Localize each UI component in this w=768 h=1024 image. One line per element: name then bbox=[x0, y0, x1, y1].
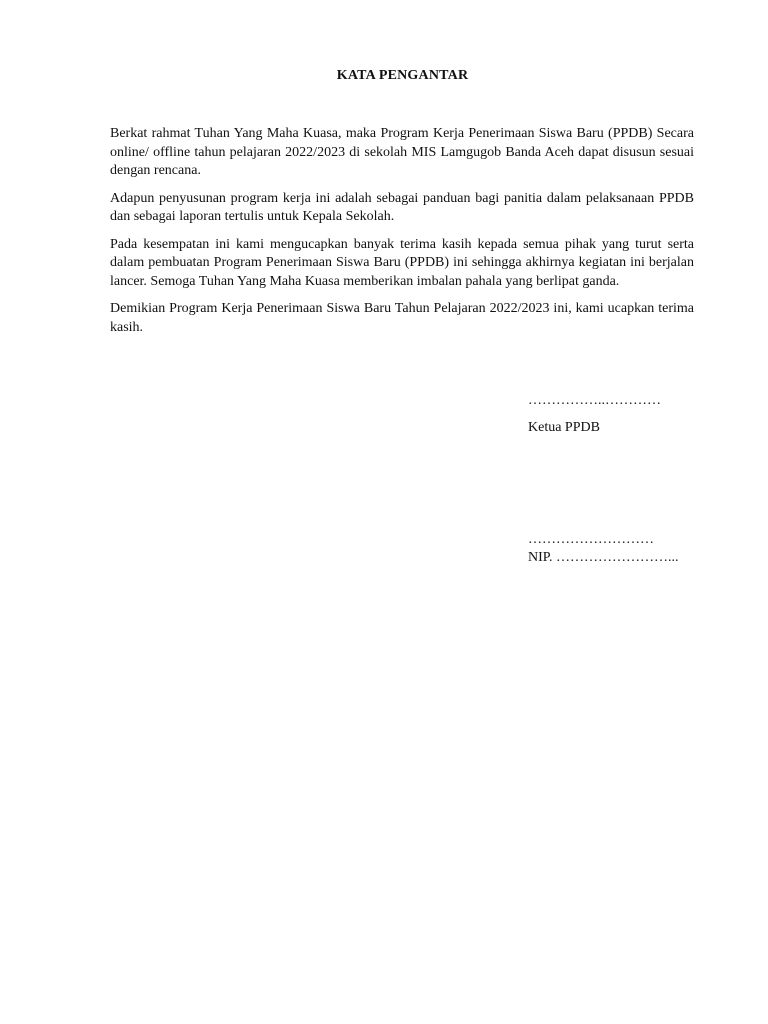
signature-role: Ketua PPDB bbox=[528, 420, 600, 435]
paragraph-4: Demikian Program Kerja Penerimaan Siswa Baru Tahun Pelajaran 2022/2023 ini, kami ucapkan terima kasih. bbox=[110, 301, 694, 335]
signature-place-date: ……………..………… bbox=[528, 393, 661, 408]
paragraph-1: Berkat rahmat Tuhan Yang Maha Kuasa, maka Program Kerja Penerimaan Siswa Baru (PPDB) Secara online/ offline tahun pelajaran 2022/2023 di sekolah MIS Lamgugob Banda Aceh dapat disusun sesuai dengan rencana. bbox=[110, 126, 694, 178]
document-title: KATA PENGANTAR bbox=[336, 68, 469, 83]
signature-name: ……………………… bbox=[528, 532, 654, 547]
document-body bbox=[110, 125, 694, 346]
paragraph-3: Pada kesempatan ini kami mengucapkan banyak terima kasih kepada semua pihak yang turut serta dalam pembuatan Program Penerimaan Siswa Baru (PPDB) ini sehingga akhirnya kegiatan ini berjalan lancer. Semoga Tuhan Yang Maha Kuasa memberikan imbalan pahala yang berlipat ganda. bbox=[110, 236, 694, 289]
signature-nip: NIP. ……………………... bbox=[528, 550, 679, 565]
paragraph-2: Adapun penyusunan program kerja ini adalah sebagai panduan bagi panitia dalam pelaksanaan PPDB dan sebagai laporan tertulis untuk Kepala Sekolah. bbox=[110, 190, 694, 224]
